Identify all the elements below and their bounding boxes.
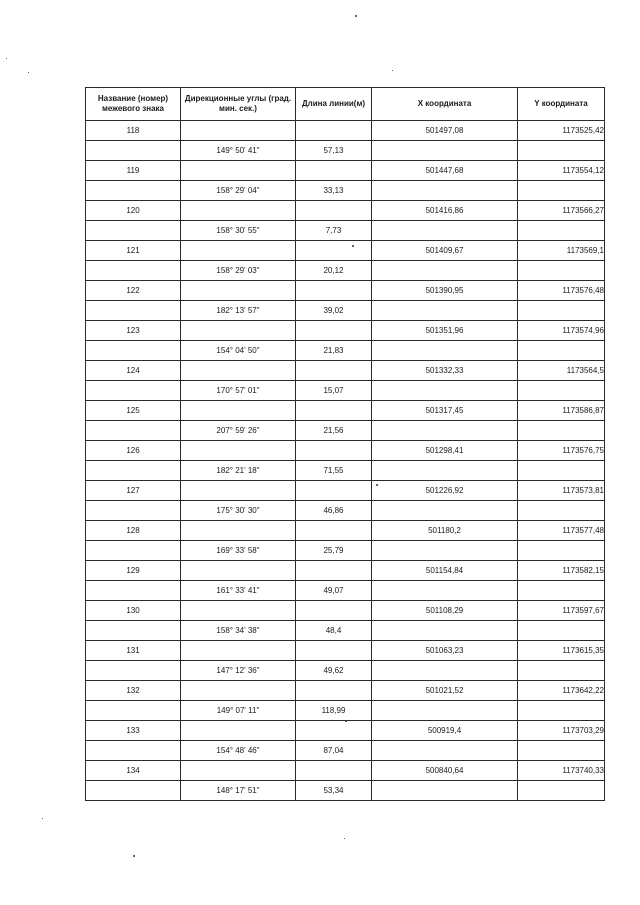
empty-cell — [518, 421, 605, 441]
line-length-cell: 20,12 — [296, 261, 372, 281]
empty-cell — [372, 221, 518, 241]
table-body — [86, 121, 605, 801]
direction-angle-cell: 149° 50' 41" — [181, 141, 296, 161]
empty-cell — [518, 581, 605, 601]
direction-angle-cell: 169° 33' 58" — [181, 541, 296, 561]
empty-cell — [181, 161, 296, 181]
empty-cell — [518, 541, 605, 561]
line-length-cell: 71,55 — [296, 461, 372, 481]
empty-cell — [181, 241, 296, 261]
marker-name-cell: 124 — [86, 361, 181, 381]
empty-cell — [372, 261, 518, 281]
direction-angle-cell: 147° 12' 36" — [181, 661, 296, 681]
direction-angle-cell: 158° 30' 55" — [181, 221, 296, 241]
point-row — [86, 441, 605, 461]
scan-speck — [355, 15, 357, 17]
empty-cell — [181, 641, 296, 661]
empty-cell — [181, 481, 296, 501]
point-row — [86, 161, 605, 181]
empty-cell — [86, 221, 181, 241]
marker-name-cell: 120 — [86, 201, 181, 221]
line-length-cell: 21,83 — [296, 341, 372, 361]
empty-cell — [372, 381, 518, 401]
boundary-coordinates-table — [85, 87, 605, 801]
empty-cell — [181, 401, 296, 421]
segment-row — [86, 581, 605, 601]
x-coordinate-cell: 501154,84 — [372, 561, 518, 581]
empty-cell — [296, 401, 372, 421]
empty-cell — [518, 781, 605, 801]
direction-angle-cell: 158° 29' 03" — [181, 261, 296, 281]
line-length-cell: 48,4 — [296, 621, 372, 641]
line-length-cell: 25,79 — [296, 541, 372, 561]
empty-cell — [296, 481, 372, 501]
empty-cell — [296, 681, 372, 701]
empty-cell — [372, 181, 518, 201]
segment-row — [86, 221, 605, 241]
direction-angle-cell: 182° 21' 18" — [181, 461, 296, 481]
point-row — [86, 601, 605, 621]
point-row — [86, 361, 605, 381]
x-coordinate-cell: 501390,95 — [372, 281, 518, 301]
segment-row — [86, 461, 605, 481]
empty-cell — [372, 541, 518, 561]
marker-name-cell: 130 — [86, 601, 181, 621]
x-coordinate-cell: 501021,52 — [372, 681, 518, 701]
empty-cell — [518, 141, 605, 161]
empty-cell — [518, 501, 605, 521]
x-coordinate-cell: 501063,23 — [372, 641, 518, 661]
empty-cell — [518, 741, 605, 761]
line-length-cell: 118,99 — [296, 701, 372, 721]
marker-name-cell: 122 — [86, 281, 181, 301]
empty-cell — [296, 121, 372, 141]
point-row — [86, 641, 605, 661]
y-coordinate-cell: 1173574,96 — [518, 321, 605, 341]
x-coordinate-cell: 500840,64 — [372, 761, 518, 781]
line-length-cell: 49,07 — [296, 581, 372, 601]
empty-cell — [86, 181, 181, 201]
empty-cell — [296, 241, 372, 261]
x-coordinate-cell: 501298,41 — [372, 441, 518, 461]
empty-cell — [86, 701, 181, 721]
header-marker-name: Название (номер) межевого знака — [86, 88, 181, 121]
point-row — [86, 561, 605, 581]
point-row — [86, 241, 605, 261]
x-coordinate-cell: 500919,4 — [372, 721, 518, 741]
header-x-coordinate: X координата — [372, 88, 518, 121]
point-row — [86, 721, 605, 741]
segment-row — [86, 621, 605, 641]
empty-cell — [296, 521, 372, 541]
empty-cell — [372, 501, 518, 521]
empty-cell — [181, 441, 296, 461]
header-line-length: Длина линии(м) — [296, 88, 372, 121]
y-coordinate-cell: 1173615,35 — [518, 641, 605, 661]
empty-cell — [372, 661, 518, 681]
segment-row — [86, 701, 605, 721]
point-row — [86, 521, 605, 541]
x-coordinate-cell: 501447,68 — [372, 161, 518, 181]
direction-angle-cell: 207° 59' 26" — [181, 421, 296, 441]
empty-cell — [518, 701, 605, 721]
empty-cell — [296, 361, 372, 381]
empty-cell — [86, 421, 181, 441]
line-length-cell: 46,86 — [296, 501, 372, 521]
x-coordinate-cell: 501180,2 — [372, 521, 518, 541]
empty-cell — [296, 561, 372, 581]
empty-cell — [181, 201, 296, 221]
empty-cell — [181, 601, 296, 621]
marker-name-cell: 131 — [86, 641, 181, 661]
point-row — [86, 681, 605, 701]
scan-speck — [133, 855, 135, 857]
line-length-cell: 39,02 — [296, 301, 372, 321]
empty-cell — [86, 581, 181, 601]
marker-name-cell: 126 — [86, 441, 181, 461]
empty-cell — [86, 541, 181, 561]
direction-angle-cell: 154° 04' 50" — [181, 341, 296, 361]
empty-cell — [181, 321, 296, 341]
empty-cell — [372, 141, 518, 161]
empty-cell — [296, 321, 372, 341]
direction-angle-cell: 182° 13' 57" — [181, 301, 296, 321]
empty-cell — [296, 641, 372, 661]
scan-speck — [6, 58, 7, 59]
direction-angle-cell: 170° 57' 01" — [181, 381, 296, 401]
segment-row — [86, 741, 605, 761]
direction-angle-cell: 158° 29' 04" — [181, 181, 296, 201]
x-coordinate-cell: 501409,67 — [372, 241, 518, 261]
direction-angle-cell: 149° 07' 11" — [181, 701, 296, 721]
direction-angle-cell: 161° 33' 41" — [181, 581, 296, 601]
marker-name-cell: 127 — [86, 481, 181, 501]
marker-name-cell: 133 — [86, 721, 181, 741]
empty-cell — [296, 761, 372, 781]
marker-name-cell: 118 — [86, 121, 181, 141]
segment-row — [86, 261, 605, 281]
segment-row — [86, 381, 605, 401]
y-coordinate-cell: 1173582,15 — [518, 561, 605, 581]
empty-cell — [86, 461, 181, 481]
y-coordinate-cell: 1173576,75 — [518, 441, 605, 461]
empty-cell — [181, 361, 296, 381]
y-coordinate-cell: 1173573,81 — [518, 481, 605, 501]
y-coordinate-cell: 1173597,67 — [518, 601, 605, 621]
line-length-cell: 53,34 — [296, 781, 372, 801]
empty-cell — [86, 741, 181, 761]
empty-cell — [181, 681, 296, 701]
segment-row — [86, 181, 605, 201]
empty-cell — [181, 561, 296, 581]
line-length-cell: 21,56 — [296, 421, 372, 441]
empty-cell — [372, 741, 518, 761]
line-length-cell: 7,73 — [296, 221, 372, 241]
marker-name-cell: 123 — [86, 321, 181, 341]
x-coordinate-cell: 501416,86 — [372, 201, 518, 221]
empty-cell — [518, 461, 605, 481]
y-coordinate-cell: 1173569,1 — [518, 241, 605, 261]
y-coordinate-cell: 1173576,48 — [518, 281, 605, 301]
marker-name-cell: 129 — [86, 561, 181, 581]
empty-cell — [86, 301, 181, 321]
empty-cell — [86, 341, 181, 361]
scan-speck — [28, 72, 29, 73]
point-row — [86, 121, 605, 141]
empty-cell — [181, 281, 296, 301]
point-row — [86, 761, 605, 781]
header-direction-angle: Дирекционные углы (град. мин. сек.) — [181, 88, 296, 121]
empty-cell — [372, 701, 518, 721]
y-coordinate-cell: 1173642,22 — [518, 681, 605, 701]
line-length-cell: 15,07 — [296, 381, 372, 401]
segment-row — [86, 501, 605, 521]
marker-name-cell: 125 — [86, 401, 181, 421]
empty-cell — [86, 381, 181, 401]
empty-cell — [372, 301, 518, 321]
segment-row — [86, 661, 605, 681]
empty-cell — [518, 301, 605, 321]
empty-cell — [86, 781, 181, 801]
marker-name-cell: 134 — [86, 761, 181, 781]
line-length-cell: 57,13 — [296, 141, 372, 161]
empty-cell — [518, 221, 605, 241]
y-coordinate-cell: 1173740,33 — [518, 761, 605, 781]
segment-row — [86, 141, 605, 161]
scan-speck — [344, 838, 345, 839]
empty-cell — [86, 621, 181, 641]
segment-row — [86, 781, 605, 801]
segment-row — [86, 301, 605, 321]
empty-cell — [518, 261, 605, 281]
x-coordinate-cell: 501317,45 — [372, 401, 518, 421]
empty-cell — [86, 501, 181, 521]
segment-row — [86, 341, 605, 361]
empty-cell — [372, 341, 518, 361]
y-coordinate-cell: 1173577,48 — [518, 521, 605, 541]
empty-cell — [296, 281, 372, 301]
point-row — [86, 481, 605, 501]
y-coordinate-cell: 1173586,87 — [518, 401, 605, 421]
empty-cell — [372, 621, 518, 641]
empty-cell — [181, 121, 296, 141]
empty-cell — [296, 601, 372, 621]
header-row — [86, 88, 605, 121]
x-coordinate-cell: 501226,92 — [372, 481, 518, 501]
empty-cell — [518, 381, 605, 401]
scan-speck — [392, 70, 393, 71]
point-row — [86, 281, 605, 301]
x-coordinate-cell: 501497,08 — [372, 121, 518, 141]
y-coordinate-cell: 1173525,42 — [518, 121, 605, 141]
empty-cell — [518, 621, 605, 641]
empty-cell — [296, 721, 372, 741]
marker-name-cell: 132 — [86, 681, 181, 701]
empty-cell — [181, 721, 296, 741]
empty-cell — [518, 661, 605, 681]
line-length-cell: 87,04 — [296, 741, 372, 761]
y-coordinate-cell: 1173566,27 — [518, 201, 605, 221]
marker-name-cell: 128 — [86, 521, 181, 541]
empty-cell — [372, 461, 518, 481]
marker-name-cell: 119 — [86, 161, 181, 181]
empty-cell — [518, 341, 605, 361]
y-coordinate-cell: 1173564,5 — [518, 361, 605, 381]
empty-cell — [181, 521, 296, 541]
line-length-cell: 33,13 — [296, 181, 372, 201]
direction-angle-cell: 148° 17' 51" — [181, 781, 296, 801]
empty-cell — [86, 261, 181, 281]
empty-cell — [296, 441, 372, 461]
empty-cell — [372, 581, 518, 601]
header-y-coordinate: Y координата — [518, 88, 605, 121]
empty-cell — [86, 141, 181, 161]
scan-speck — [42, 818, 43, 819]
empty-cell — [296, 201, 372, 221]
empty-cell — [372, 781, 518, 801]
direction-angle-cell: 175° 30' 30" — [181, 501, 296, 521]
x-coordinate-cell: 501332,33 — [372, 361, 518, 381]
empty-cell — [86, 661, 181, 681]
y-coordinate-cell: 1173703,29 — [518, 721, 605, 741]
point-row — [86, 401, 605, 421]
direction-angle-cell: 154° 48' 46" — [181, 741, 296, 761]
point-row — [86, 201, 605, 221]
segment-row — [86, 421, 605, 441]
x-coordinate-cell: 501108,29 — [372, 601, 518, 621]
empty-cell — [372, 421, 518, 441]
x-coordinate-cell: 501351,96 — [372, 321, 518, 341]
y-coordinate-cell: 1173554,12 — [518, 161, 605, 181]
empty-cell — [518, 181, 605, 201]
direction-angle-cell: 158° 34' 38" — [181, 621, 296, 641]
line-length-cell: 49,62 — [296, 661, 372, 681]
empty-cell — [296, 161, 372, 181]
segment-row — [86, 541, 605, 561]
marker-name-cell: 121 — [86, 241, 181, 261]
point-row — [86, 321, 605, 341]
empty-cell — [181, 761, 296, 781]
